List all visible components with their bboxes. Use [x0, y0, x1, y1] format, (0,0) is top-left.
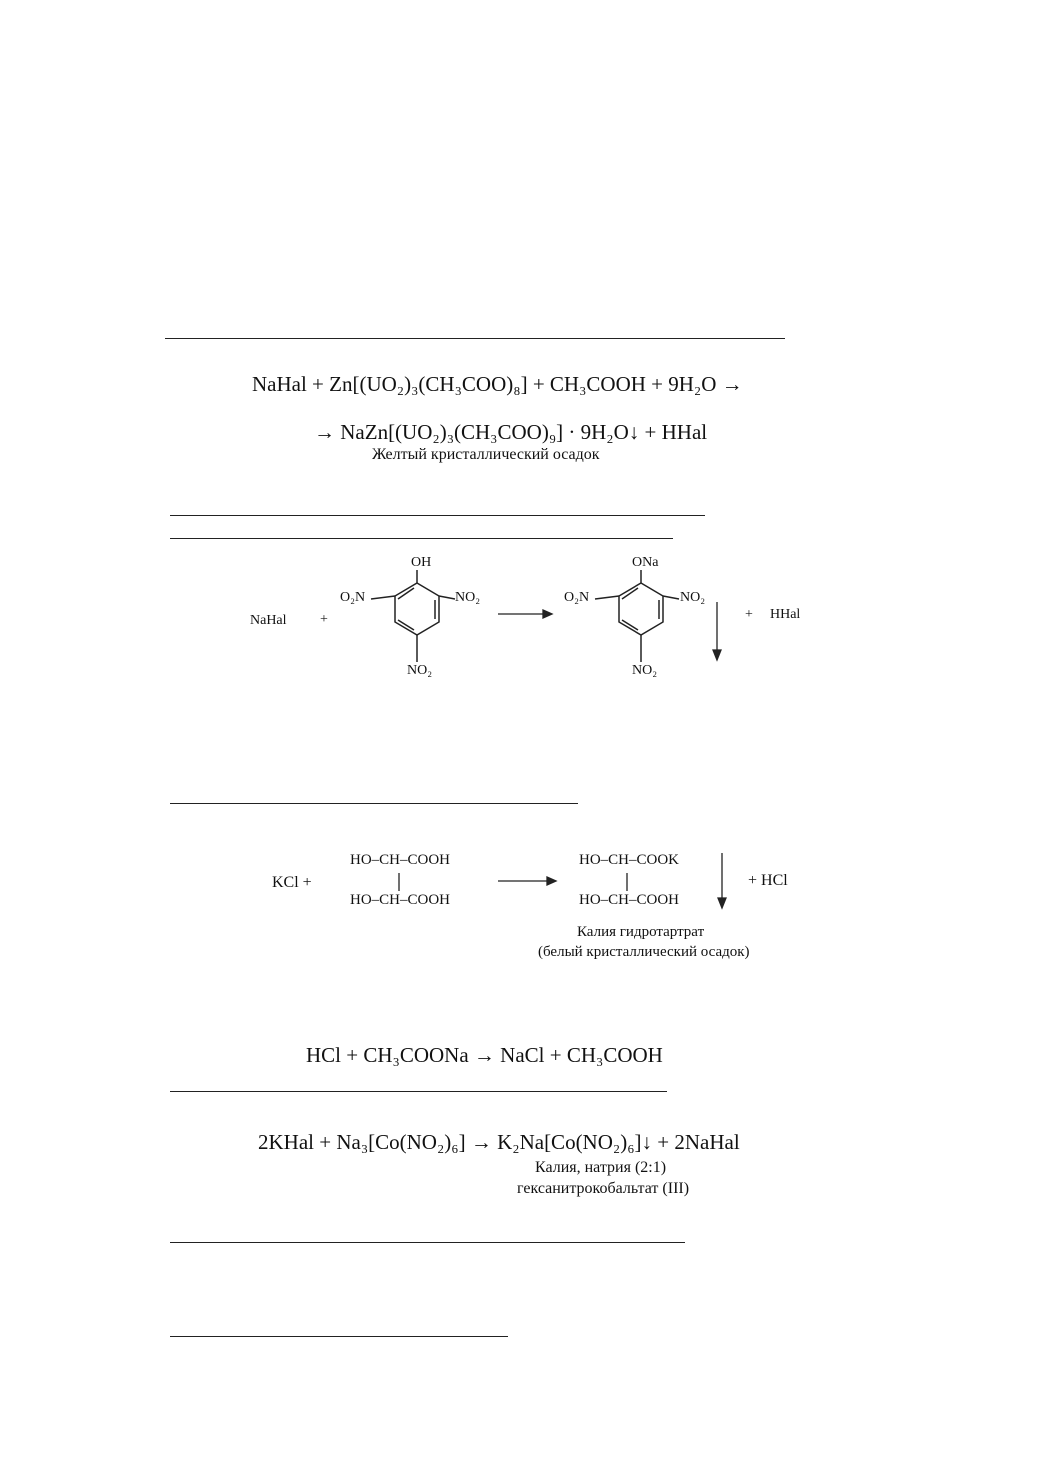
- equation-3-caption-1: Калия гидротартрат: [577, 924, 705, 940]
- eq2-precipitate-arrow: [713, 602, 721, 660]
- equation-2-product: HHal: [770, 607, 801, 622]
- equation-5: 2KHal + Na₃[Co(NO₂)₆] → K₂Na[Co(NO₂)₆]↓ + 2NaHal: [258, 1130, 740, 1154]
- equation-4: HCl + CH₃COONa → NaCl + CH₃COOH: [306, 1043, 663, 1067]
- equation-1-caption: Желтый кристаллический осадок: [372, 446, 600, 463]
- equation-5-caption-2: гексанитрокобальтат (III): [517, 1180, 690, 1197]
- picric-acid-no2-right: NO₂: [455, 590, 481, 605]
- equation-2-plus-2: +: [745, 607, 753, 622]
- picric-acid-ring: [371, 570, 455, 662]
- picrate-no2-bottom: NO₂: [632, 663, 658, 678]
- picric-acid-oh: OH: [411, 555, 432, 570]
- eq3-precipitate-arrow: [718, 853, 726, 908]
- picrate-ring: [595, 570, 679, 662]
- equation-5-caption-1: Калия, натрия (2:1): [535, 1159, 667, 1176]
- tartaric-acid-top: HO–CH–COOH: [350, 852, 451, 868]
- picric-acid-o2n: O₂N: [340, 590, 366, 605]
- equation-2-reactant: NaHal: [250, 613, 287, 628]
- equation-3-reactant: KCl +: [272, 874, 312, 891]
- equation-2-plus: +: [320, 612, 328, 627]
- equation-1-line-1: NaHal + Zn[(UO₂)₃(CH₃COO)₈] + CH₃COOH + 9H₂O →: [252, 372, 743, 396]
- tartaric-acid-bottom: HO–CH–COOH: [350, 892, 451, 908]
- picrate-ona: ONa: [632, 555, 659, 570]
- equation-1-line-2: → NaZn[(UO₂)₃(CH₃COO)₉] · 9H₂O↓ + HHal: [314, 420, 708, 444]
- equation-3-caption-2: (белый кристаллический осадок): [538, 944, 750, 960]
- picric-acid-no2-bottom: NO₂: [407, 663, 433, 678]
- eq3-arrow: [498, 877, 556, 885]
- hydrotartrate-top: HO–CH–COOK: [579, 852, 680, 868]
- picrate-o2n: O₂N: [564, 590, 590, 605]
- hydrotartrate-bottom: HO–CH–COOH: [579, 892, 680, 908]
- eq2-arrow: [498, 610, 552, 618]
- picrate-no2-right: NO₂: [680, 590, 706, 605]
- equation-3-product: + HCl: [748, 872, 788, 889]
